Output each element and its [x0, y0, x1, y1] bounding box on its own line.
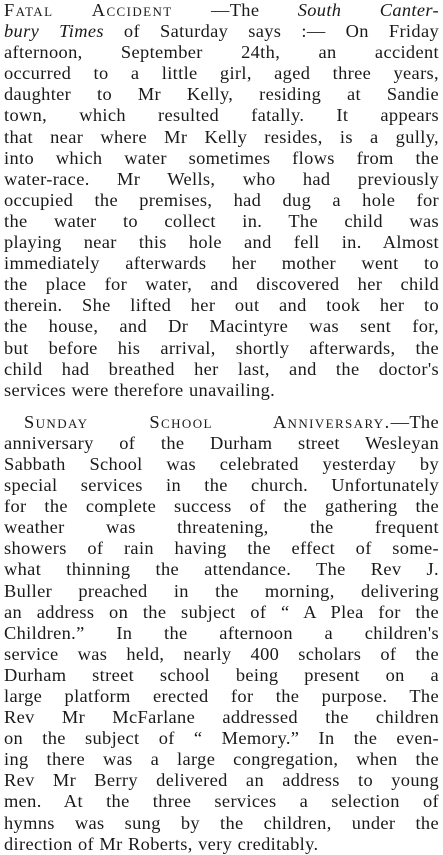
- headline-text: Sunday School Anniversary.: [24, 411, 391, 432]
- text-line: [4, 169, 439, 190]
- text-line: [4, 791, 439, 812]
- body-text: hymns was sung by the children, under the: [4, 812, 439, 833]
- text-line: [4, 105, 439, 126]
- text-line: [4, 338, 439, 359]
- body-text: occurred to a little girl, aged three years,: [4, 63, 439, 84]
- body-text: immediately afterwards her mother went to: [4, 253, 439, 274]
- text-line: [4, 559, 439, 580]
- body-text: service was held, nearly 400 scholars of the: [4, 643, 439, 664]
- text-line: [4, 475, 439, 496]
- body-text: ing there was a large congregation, when the: [4, 749, 439, 770]
- body-text: direction of Mr Roberts, very creditably.: [4, 833, 319, 854]
- text-line: [4, 538, 439, 559]
- body-text: Sabbath School was celebrated yesterday by: [4, 453, 439, 474]
- body-text: that near where Mr Kelly resides, is a gully,: [4, 126, 439, 147]
- text-line: [4, 665, 439, 686]
- body-text: playing near this hole and fell in. Almost: [4, 232, 439, 253]
- italic-text: bury Times: [4, 21, 104, 42]
- text-line: [4, 274, 439, 295]
- body-text: an address on the subject of “ A Plea for the: [4, 601, 439, 622]
- body-text: weather was threatening, the frequent: [4, 517, 439, 538]
- body-text: but before his arrival, shortly afterwards, the: [4, 337, 439, 358]
- body-text: afternoon, September 24th, an accident: [4, 42, 439, 63]
- text-line: [4, 232, 439, 253]
- article-separator: [4, 401, 439, 412]
- body-text: Rev Mr McFarlane addressed the children: [4, 707, 439, 728]
- text-line: [4, 581, 439, 602]
- text-line: [4, 623, 439, 644]
- body-text: men. At the three services a selection of: [4, 791, 439, 812]
- text-line: [4, 0, 439, 21]
- body-text: Rev Mr Berry delivered an address to young: [4, 770, 439, 791]
- text-line: [4, 433, 439, 454]
- body-text: what thinning the attendance. The Rev J.: [4, 559, 439, 580]
- text-line: [4, 380, 439, 401]
- body-text: of Saturday says :— On Friday: [103, 21, 439, 42]
- text-line: [4, 602, 439, 623]
- headline-text: Fatal Accident: [4, 0, 173, 20]
- text-line: [4, 21, 439, 42]
- newspaper-column: [4, 0, 439, 855]
- body-text: daughter to Mr Kelly, residing at Sandie: [4, 84, 439, 105]
- text-line: [4, 190, 439, 211]
- text-line: [4, 412, 439, 433]
- body-text: anniversary of the Durham street Wesleyan: [4, 432, 439, 453]
- text-line: [4, 496, 439, 517]
- article-fatal-accident: [4, 0, 439, 401]
- body-text: therein. She lifted her out and took her to: [4, 295, 439, 316]
- text-line: [4, 127, 439, 148]
- body-text: child had breathed her last, and the doctor's: [4, 358, 439, 379]
- body-text: —The: [390, 411, 439, 432]
- body-text: for the complete success of the gathering the: [4, 496, 439, 517]
- text-line: [4, 749, 439, 770]
- text-line: [4, 359, 439, 380]
- text-line: [4, 211, 439, 232]
- text-line: [4, 316, 439, 337]
- text-line: [4, 770, 439, 791]
- body-text: the place for water, and discovered her child: [4, 274, 439, 295]
- body-text: large platform erected for the purpose. The: [4, 686, 439, 706]
- article-sunday-school-anniversary: [4, 412, 439, 855]
- text-line: [4, 454, 439, 475]
- body-text: Durham street school being present on a: [4, 664, 439, 685]
- text-line: [4, 728, 439, 749]
- text-line: [4, 686, 439, 707]
- body-text: services were therefore unavailing.: [4, 379, 276, 400]
- body-text: Children.” In the afternoon a children's: [4, 622, 439, 643]
- text-line: [4, 295, 439, 316]
- body-text: into which water sometimes flows from the: [4, 147, 439, 168]
- text-line: [4, 253, 439, 274]
- body-text: special services in the church. Unfortunately: [4, 475, 439, 496]
- text-line: [4, 644, 439, 665]
- body-text: Buller preached in the morning, delivering: [4, 580, 439, 601]
- body-text: —The: [172, 0, 298, 20]
- text-line: [4, 517, 439, 538]
- body-text: occupied the premises, had dug a hole for: [4, 189, 439, 210]
- text-line: [4, 813, 439, 834]
- text-line: [4, 834, 439, 855]
- body-text: the house, and Dr Macintyre was sent for,: [4, 316, 439, 337]
- text-line: [4, 707, 439, 728]
- body-text: the water to collect in. The child was: [4, 210, 439, 231]
- body-text: showers of rain having the effect of some-: [4, 538, 439, 559]
- text-line: [4, 148, 439, 169]
- text-line: [4, 63, 439, 84]
- body-text: water-race. Mr Wells, who had previously: [4, 168, 439, 189]
- text-line: [4, 84, 439, 105]
- text-line: [4, 42, 439, 63]
- body-text: town, which resulted fatally. It appears: [4, 105, 439, 126]
- body-text: on the subject of “ Memory.” In the even-: [4, 728, 439, 749]
- italic-text: South Canter-: [297, 0, 439, 20]
